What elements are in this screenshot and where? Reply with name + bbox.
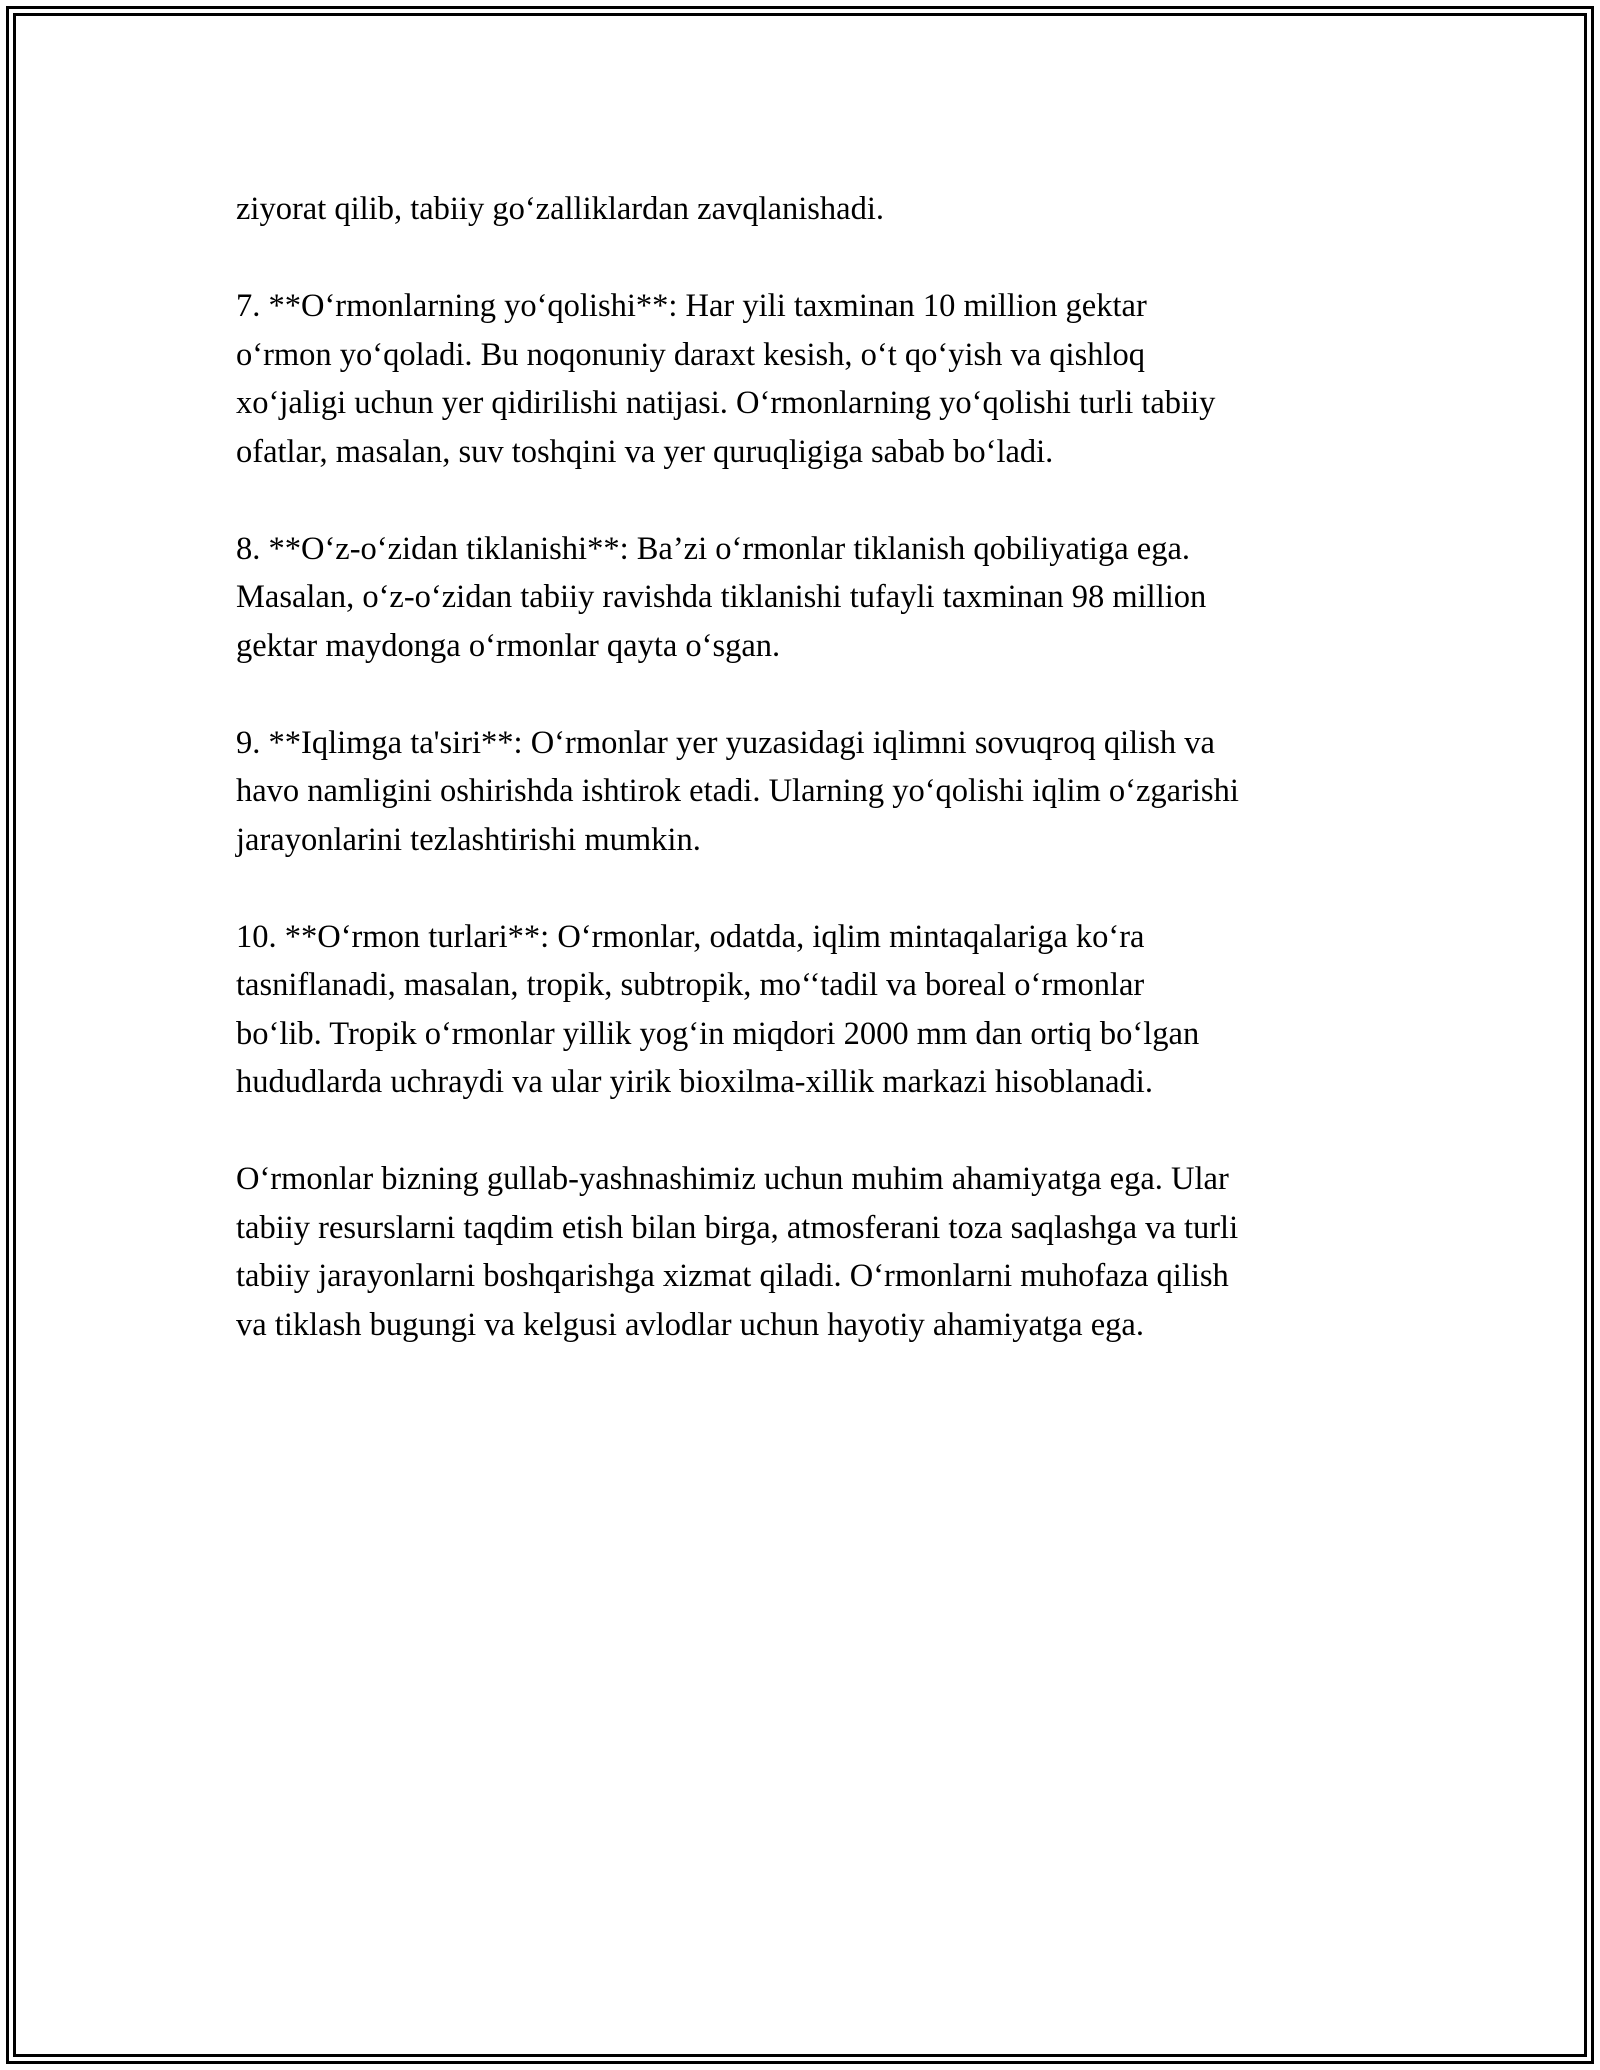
text-line: xo‘jaligi uchun yer qidirilishi natijasi. O‘rmonlarning yo‘qolishi turli tabiiy — [236, 385, 1216, 421]
text-line: O‘rmonlar bizning gullab-yashnashimiz uchun muhim ahamiyatga ega. Ular — [236, 1161, 1229, 1197]
text-line: tabiiy resurslarni taqdim etish bilan birga, atmosferani toza saqlashga va turli — [236, 1209, 1239, 1246]
text-line: 7. **O‘rmonlarning yo‘qolishi**: Har yili taxminan 10 million gektar — [236, 288, 1147, 324]
paragraph-intro-continuation — [236, 185, 1386, 234]
text-line: 9. **Iqlimga ta'siri**: O‘rmonlar yer yuzasidagi iqlimni sovuqroq qilish va — [236, 724, 1215, 761]
document-body — [236, 185, 1386, 1398]
paragraph-conclusion — [236, 1155, 1386, 1349]
text-line: tasniflanadi, masalan, tropik, subtropik, mo‘‘tadil va boreal o‘rmonlar — [236, 967, 1145, 1003]
paragraph-item-10 — [236, 913, 1386, 1107]
text-line: 8. **O‘z-o‘zidan tiklanishi**: Ba’zi o‘rmonlar tiklanish qobiliyatiga ega. — [236, 530, 1190, 567]
paragraph-item-7 — [236, 282, 1386, 476]
text-line: 10. **O‘rmon turlari**: O‘rmonlar, odatda, iqlim mintaqalariga ko‘ra — [236, 918, 1145, 955]
text-line: gektar maydonga o‘rmonlar qayta o‘sgan. — [236, 627, 781, 664]
text-line: ofatlar, masalan, suv toshqini va yer quruqligiga sabab bo‘ladi. — [236, 433, 1054, 470]
text-line: hududlarda uchraydi va ular yirik bioxilma-xillik markazi hisoblanadi. — [236, 1064, 1153, 1100]
text-line: ziyorat qilib, tabiiy go‘zalliklardan zavqlanishadi. — [236, 191, 884, 227]
text-line: havo namligini oshirishda ishtirok etadi. Ularning yo‘qolishi iqlim o‘zgarishi — [236, 773, 1239, 809]
paragraph-item-8 — [236, 525, 1386, 671]
text-line: Masalan, o‘z-o‘zidan tabiiy ravishda tiklanishi tufayli taxminan 98 million — [236, 579, 1207, 615]
text-line: va tiklash bugungi va kelgusi avlodlar uchun hayotiy ahamiyatga ega. — [236, 1306, 1144, 1343]
paragraph-item-9 — [236, 719, 1386, 865]
text-line: bo‘lib. Tropik o‘rmonlar yillik yog‘in miqdori 2000 mm dan ortiq bo‘lgan — [236, 1015, 1200, 1052]
text-line: o‘rmon yo‘qoladi. Bu noqonuniy daraxt kesish, o‘t qo‘yish va qishloq — [236, 336, 1146, 373]
text-line: tabiiy jarayonlarni boshqarishga xizmat qiladi. O‘rmonlarni muhofaza qilish — [236, 1258, 1229, 1294]
text-line: jarayonlarini tezlashtirishi mumkin. — [236, 821, 701, 858]
